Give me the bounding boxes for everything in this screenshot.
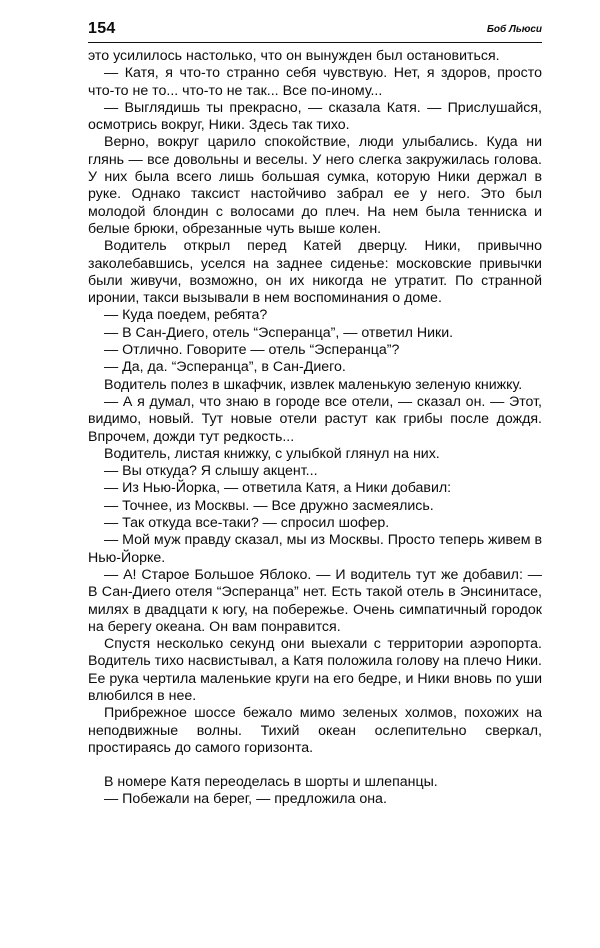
running-head: Боб Льюси xyxy=(486,24,542,35)
paragraph: — В Сан-Диего, отель “Эсперанца”, — ответил Ники. xyxy=(104,324,454,341)
paragraph: — Отлично. Говорите — отель “Эсперанца”? xyxy=(104,342,400,359)
paragraph: это усилилось настолько, что он вынужден был остановиться. xyxy=(88,48,500,64)
page-header xyxy=(88,20,542,42)
paragraph: — Куда поедем, ребята? xyxy=(104,307,268,324)
paragraph: — Побежали на берег, — предложила она. xyxy=(104,791,387,808)
paragraph: — Мой муж правду сказал, мы из Москвы. Просто теперь живем в Нью-Йорке. xyxy=(88,532,542,566)
book-page xyxy=(88,20,542,809)
paragraph: — Из Нью-Йорка, — ответила Катя, а Ники добавил: xyxy=(104,480,452,497)
page-number: 154 xyxy=(88,20,116,37)
paragraph: — А! Старое Большое Яблоко. — И водитель тут же добавил: — В Сан-Диего отеля “Эсперанца” нет. Есть такой отель в Энсинитасе, милях в двадцати к югу, на побережье. Очень симпатичный городок на берегу океана. Он вам понравится. xyxy=(88,566,542,635)
paragraph: В номере Катя переоделась в шорты и шлепанцы. xyxy=(104,774,438,791)
paragraph: — Да, да. “Эсперанца”, в Сан-Диего. xyxy=(104,359,346,376)
paragraph: — Катя, я что-то странно себя чувствую. Нет, я здоров, просто что-то не то... что-то не так... Все по-иному... xyxy=(88,65,542,99)
paragraph: — Точнее, из Москвы. — Все дружно засмеялись. xyxy=(104,497,434,514)
paragraph: Водитель открыл перед Катей дверцу. Ники, привычно заколебавшись, уселся на заднее сиденье: московские привычки были живучи, возможно, он их никогда не утратит. По странной иронии, такси вызывали в нем воспоминания о доме. xyxy=(88,238,542,307)
paragraph: Верно, вокруг царило спокойствие, люди улыбались. Куда ни глянь — все довольны и веселы. У него слегка закружилась голова. У них была всего лишь большая сумка, которую Ники держал в руке. Однако таксист настойчиво забрал ее у него. Это был молодой блондин с волосами до плеч. На нем была тенниска и белые брюки, обрезанные чуть выше колен. xyxy=(88,134,542,237)
paragraph: Водитель полез в шкафчик, извлек маленькую зеленую книжку. xyxy=(104,376,523,393)
paragraph: — Так откуда все-таки? — спросил шофер. xyxy=(104,515,390,532)
paragraph: — Вы откуда? Я слышу акцент... xyxy=(104,463,318,480)
body-text xyxy=(88,48,542,809)
header-rule xyxy=(88,42,542,43)
paragraph: Спустя несколько секунд они выехали с территории аэропорта. Водитель тихо насвистывал, а Катя положила голову на плечо Ники. Ее рука чертила маленькие круги на его бедре, и Ники вновь по уши влюбился в нее. xyxy=(88,636,542,704)
paragraph: — Выглядишь ты прекрасно, — сказала Катя. — Прислушайся, осмотрись вокруг, Ники. Здесь так тихо. xyxy=(88,99,542,134)
paragraph: Водитель, листая книжку, с улыбкой глянул на них. xyxy=(104,445,440,462)
paragraph: — А я думал, что знаю в городе все отели, — сказал он. — Этот, видимо, новый. Тут новые отели растут как грибы после дождя. Впрочем, дожди тут редкость... xyxy=(88,393,542,445)
paragraph: Прибрежное шоссе бежало мимо зеленых холмов, похожих на неподвижные волны. Тихий океан ослепительно сверкал, простираясь до самого горизонта. xyxy=(88,705,542,756)
